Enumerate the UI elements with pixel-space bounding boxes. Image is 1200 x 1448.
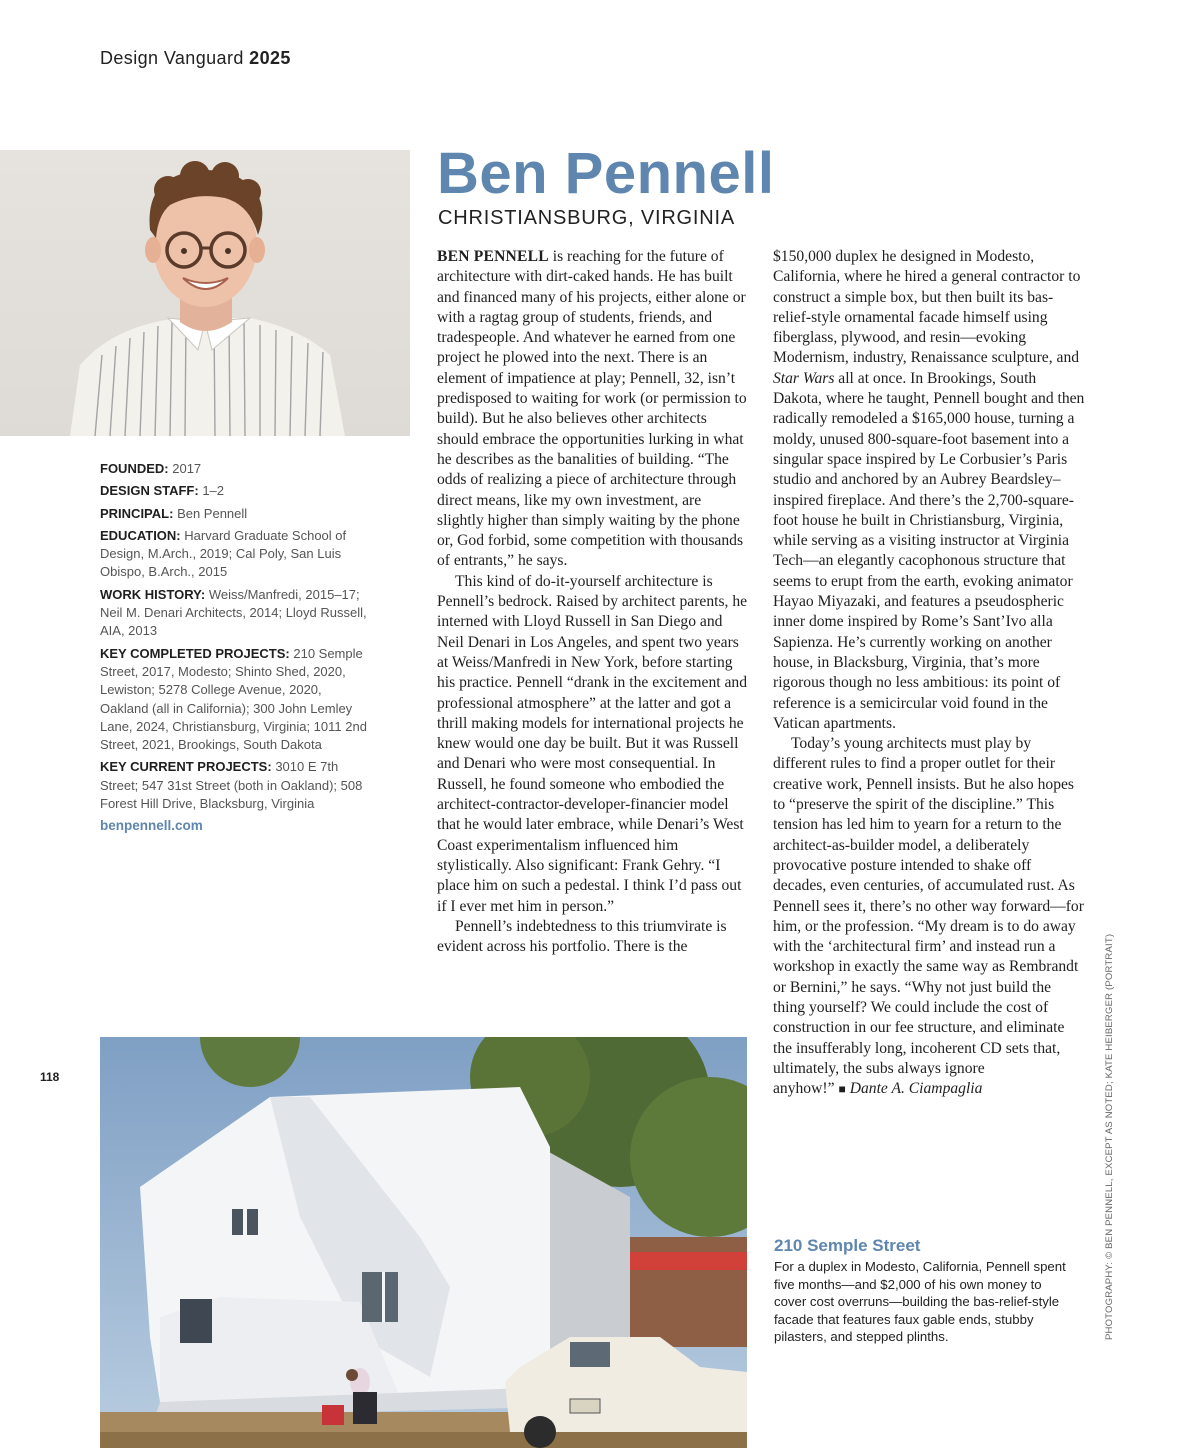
- article-text: all at once. In Brookings, South Dakota, where he taught, Pennell bought and then radically remodeled a $165,000 house, turning a moldy, unused 800-square-foot basement into a singular space inspired by Le Corbusier’s Paris studio and anchored by an Aubrey Beardsley–inspired fireplace. And there’s the 2,700-square-foot house he built in Christiansburg, Virginia, while serving as a visiting instructor at Virginia Tech—an elegantly cacophonous structure that seems to erupt from the earth, evoking animator Hayao Miyazaki, and features a pseudospheric inner dome inspired by Rome’s Sant’Ivo alla Sapienza. He’s currently working on another house, in Blacksburg, Virginia, that’s more rigorous though no less ambitious: its point of reference is a semicircular void found in the Vatican apartments.: [773, 369, 1085, 732]
- article-text: Today’s young architects must play by different rules to find a proper outlet for their creative work, Pennell insists. But he also hopes to “preserve the spirit of the discipline.” This tension has led him to yearn for a return to the architect-as-builder model, a deliberately provocative posture intended to shake off decades, even centuries, of accumulated rust. As Pennell sees it, there’s no other way forward—for him, or the profession. “My dream is to do away with the ‘architectural firm’ and instead run a workshop in exactly the same way as Rembrandt or Bernini,” he says. “Why not just build the thing yourself? We could include the cost of construction in our fee structure, and eliminate the insufferably long, incoherent CD sets that, ultimately, the subs always ignore anyhow!”: [773, 735, 1084, 1098]
- fact-label: EDUCATION:: [100, 527, 181, 543]
- article-paragraph: This kind of do-it-yourself architecture is Pennell’s bedrock. Raised by architect parents, he interned with Lloyd Russell in San Diego and Neil Denari in Los Angeles, and spent two years at Weiss/Manfredi in New York, before starting his practice. Pennell “drank in the excitement and professional atmosphere” at the latter and got a thrill making models for international projects he knew would one day be built. But it was Russell and Denari who were most consequential. In Russell, he found someone who embodied the architect-contractor-developer-financier model that he would later embrace, while Denari’s West Coast experimentalism influenced him stylistically. Also significant: Frank Gehry. “I place him on such a pedestal. I think I’d pass out if I ever met him in person.”: [437, 572, 748, 915]
- article-lead: BEN PENNELL: [437, 248, 549, 265]
- portrait-photo: [0, 150, 410, 436]
- fact-label: DESIGN STAFF:: [100, 483, 199, 499]
- caption-text: For a duplex in Modesto, California, Pennell spent five months—and $2,000 of his own money to cover cost overruns—building the bas-relief-style facade that features faux gable ends, stubby pilasters, and stepped plinths.: [774, 1259, 1066, 1345]
- article-paragraph: [773, 734, 1085, 1099]
- profile-name: Ben Pennell: [437, 141, 775, 206]
- fact-value: Ben Pennell: [177, 505, 248, 521]
- fact-design-staff: [100, 482, 372, 500]
- fact-work-history: [100, 586, 372, 641]
- article-paragraph: Pennell’s indebtedness to this triumvirate is evident across his portfolio. There is the: [437, 917, 727, 956]
- byline: Dante A. Ciampaglia: [849, 1080, 983, 1098]
- article-column-1: [437, 247, 748, 957]
- article-paragraph-continued: [773, 247, 1085, 734]
- fact-label: FOUNDED:: [100, 461, 169, 476]
- caption-title: 210 Semple Street: [774, 1236, 921, 1255]
- section-year: 2025: [249, 48, 291, 68]
- article-italic: Star Wars: [773, 369, 835, 387]
- fact-value: 3010 E 7th Street; 547 31st Street (both in Oakland); 508 Forest Hill Drive, Blacksburg, Virginia: [100, 759, 363, 812]
- profile-location: CHRISTIANSBURG, VIRGINIA: [438, 207, 736, 229]
- end-mark: ■: [838, 1082, 846, 1097]
- fact-label: WORK HISTORY:: [100, 586, 206, 602]
- fact-current-projects: [100, 758, 372, 813]
- building-photo: [100, 1037, 747, 1448]
- website-link[interactable]: benpennell.com: [100, 818, 203, 834]
- fact-label: PRINCIPAL:: [100, 505, 174, 521]
- fact-completed-projects: [100, 645, 372, 755]
- article-text: is reaching for the future of architecture with dirt-caked hands. He has built and financed many of his projects, either alone or with a ragtag group of students, friends, and tradespeople. And whatever he earned from one project he plowed into the next. There is an element of impatience at play; Pennell, 32, isn’t predisposed to waiting for work (or permission to build). But he also believes other architects should embrace the opportunities lurking in what he describes as the banalities of building. “The odds of realizing a piece of architecture through direct means, like my own investment, are slightly higher than simply waiting by the phone or, God forbid, some competition with thousands of entrants,” he says.: [437, 248, 747, 570]
- article-text: $150,000 duplex he designed in Modesto, California, where he hired a general contractor to construct a simple box, but then built its bas-relief-style ornamental facade himself using fiberglass, plywood, and resin—evoking Modernism, industry, Renaissance sculpture, and: [773, 248, 1081, 367]
- page-number: 118: [40, 1070, 60, 1084]
- facts-sidebar: [100, 460, 372, 836]
- fact-value: 1–2: [202, 483, 225, 499]
- fact-value: Weiss/Manfredi, 2015–17; Neil M. Denari Architects, 2014; Lloyd Russell, AIA, 2013: [100, 586, 367, 639]
- fact-value: 210 Semple Street, 2017, Modesto; Shinto Shed, 2020, Lewiston; 5278 College Avenue, 2020, Oakland (all in California); 300 John Lemley Lane, 2024, Christiansburg, Virginia; 1011 2nd Street, 2021, Brookings, South Dakota: [100, 645, 367, 753]
- fact-principal: [100, 505, 372, 523]
- fact-label: KEY CURRENT PROJECTS:: [100, 759, 272, 775]
- fact-value: Harvard Graduate School of Design, M.Arch., 2019; Cal Poly, San Luis Obispo, B.Arch., 2015: [100, 527, 347, 580]
- fact-value: 2017: [172, 461, 202, 476]
- fact-label: KEY COMPLETED PROJECTS:: [100, 645, 290, 661]
- section-header: [100, 48, 291, 69]
- section-title: Design Vanguard: [100, 48, 244, 68]
- article-paragraph: [437, 247, 748, 572]
- fact-founded: [100, 460, 372, 478]
- fact-education: [100, 527, 372, 582]
- article-column-2: [773, 247, 1085, 1099]
- photo-credit: PHOTOGRAPHY: © BEN PENNELL, EXCEPT AS NOTED; KATE HEIBERGER (PORTRAIT): [1104, 933, 1115, 1340]
